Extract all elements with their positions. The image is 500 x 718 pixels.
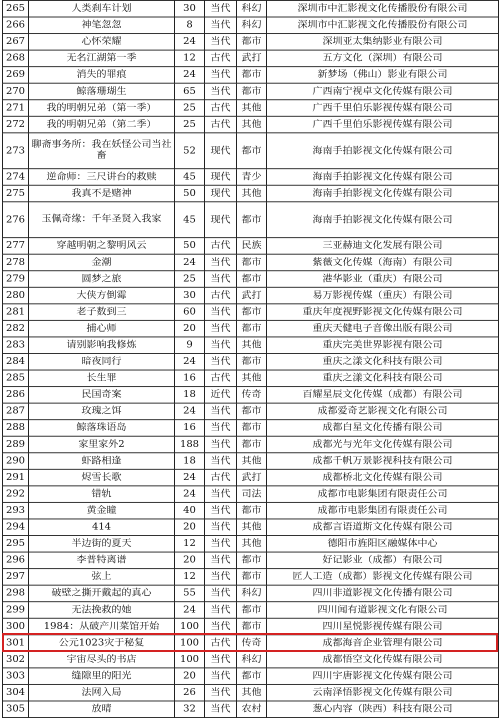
row-number: 290: [3, 453, 29, 470]
drama-title: 请别影响我修炼: [29, 337, 175, 354]
table-row: [3, 453, 499, 470]
drama-title: 逆命师：三尺讲台的救赎: [29, 169, 175, 186]
drama-title: 大侠方倒霉: [29, 287, 175, 304]
table-row: [3, 618, 499, 635]
drama-title: 黄金瞳: [29, 502, 175, 519]
producer-company: 紫薇文化传媒（海南）有限公司: [267, 254, 499, 271]
table-row: [3, 202, 499, 238]
episode-count: 16: [175, 420, 205, 437]
producer-company: 成都千帆万景影视科技有限公司: [267, 453, 499, 470]
episode-count: 9: [175, 337, 205, 354]
drama-title: 李普特离谱: [29, 552, 175, 569]
episode-count: 65: [175, 83, 205, 100]
episode-count: 100: [175, 635, 205, 652]
drama-title: 长生罪: [29, 370, 175, 387]
drama-title: 414: [29, 519, 175, 536]
table-row: [3, 701, 499, 718]
table-row: [3, 50, 499, 67]
table-row: [3, 100, 499, 117]
row-number: 294: [3, 519, 29, 536]
genre-tag: 都市: [237, 552, 267, 569]
drama-title: 破壁之撕开戴起的真心: [29, 585, 175, 602]
table-row: [3, 387, 499, 404]
episode-count: 24: [175, 353, 205, 370]
producer-company: 广西千里伯乐影视传媒有限公司: [267, 100, 499, 117]
genre-tag: 其他: [237, 116, 267, 133]
table-row: [3, 254, 499, 271]
producer-company: 四川非道影视文化传播有限公司: [267, 585, 499, 602]
row-number: 293: [3, 502, 29, 519]
producer-company: 海南手拍影视文化传媒有限公司: [267, 169, 499, 186]
genre-tag: 都市: [237, 569, 267, 586]
producer-company: 海南手拍影视文化传媒有限公司: [267, 133, 499, 169]
table-row: [3, 169, 499, 186]
episode-count: 12: [175, 536, 205, 553]
table-row: [3, 502, 499, 519]
genre-tag: 都市: [237, 618, 267, 635]
drama-title: 烬雪长歌: [29, 469, 175, 486]
genre-tag: 青少: [237, 169, 267, 186]
era-tag: 当代: [205, 618, 237, 635]
producer-company: 新梦场（佛山）影业有限公司: [267, 67, 499, 84]
episode-count: 40: [175, 502, 205, 519]
row-number: 281: [3, 304, 29, 321]
table-row: [3, 34, 499, 51]
table-row: [3, 353, 499, 370]
drama-title: 家里家外2: [29, 436, 175, 453]
episode-count: 8: [175, 17, 205, 34]
era-tag: 现代: [205, 202, 237, 238]
row-number: 267: [3, 34, 29, 51]
row-number: 269: [3, 67, 29, 84]
row-number: 272: [3, 116, 29, 133]
genre-tag: 都市: [237, 403, 267, 420]
table-row: [3, 684, 499, 701]
producer-company: 港华影业（重庆）有限公司: [267, 271, 499, 288]
producer-company: 重庆之漾文化科技有限公司: [267, 370, 499, 387]
drama-title: 暗夜同行: [29, 353, 175, 370]
row-number: 274: [3, 169, 29, 186]
genre-tag: 农村: [237, 701, 267, 718]
episode-count: 12: [175, 569, 205, 586]
row-number: 270: [3, 83, 29, 100]
table-row: [3, 436, 499, 453]
row-number: 303: [3, 668, 29, 685]
genre-tag: 其他: [237, 337, 267, 354]
genre-tag: 都市: [237, 436, 267, 453]
episode-count: 30: [175, 287, 205, 304]
drama-title: 虾路相逢: [29, 453, 175, 470]
era-tag: 当代: [205, 453, 237, 470]
table-row: [3, 287, 499, 304]
row-number: 271: [3, 100, 29, 117]
genre-tag: 科幻: [237, 17, 267, 34]
genre-tag: 都市: [237, 668, 267, 685]
genre-tag: 其他: [237, 684, 267, 701]
producer-company: 深圳市中汇影视文化传播股份有限公司: [267, 17, 499, 34]
episode-count: 20: [175, 552, 205, 569]
episode-count: 100: [175, 618, 205, 635]
row-number: 277: [3, 238, 29, 255]
table-row: [3, 552, 499, 569]
era-tag: 当代: [205, 668, 237, 685]
era-tag: 当代: [205, 254, 237, 271]
producer-company: 成都光与光年文化传媒有限公司: [267, 436, 499, 453]
drama-title: 放晴: [29, 701, 175, 718]
drama-title: 无名江湖第一季: [29, 50, 175, 67]
table-row: [3, 602, 499, 619]
genre-tag: 武打: [237, 50, 267, 67]
row-number: 276: [3, 202, 29, 238]
row-number: 287: [3, 403, 29, 420]
producer-company: 重庆天健电子音像出版有限公司: [267, 320, 499, 337]
era-tag: 当代: [205, 552, 237, 569]
row-number: 283: [3, 337, 29, 354]
row-number: 300: [3, 618, 29, 635]
drama-title: 半边街的夏天: [29, 536, 175, 553]
era-tag: 当代: [205, 519, 237, 536]
era-tag: 现代: [205, 133, 237, 169]
genre-tag: 都市: [237, 304, 267, 321]
era-tag: 古代: [205, 370, 237, 387]
drama-title: 人类刹车计划: [29, 0, 175, 17]
episode-count: 12: [175, 50, 205, 67]
row-number: 295: [3, 536, 29, 553]
row-number: 304: [3, 684, 29, 701]
era-tag: 当代: [205, 353, 237, 370]
era-tag: 近代: [205, 387, 237, 404]
drama-title: 心怀荣耀: [29, 34, 175, 51]
table-row: [3, 486, 499, 503]
producer-company: 重庆完美世界影视有限公司: [267, 337, 499, 354]
drama-title: 鲸落珠语岛: [29, 420, 175, 437]
drama-title: 错轨: [29, 486, 175, 503]
table-row: [3, 304, 499, 321]
era-tag: 当代: [205, 0, 237, 17]
table-row: [3, 67, 499, 84]
drama-title: 缝隙里的阳光: [29, 668, 175, 685]
era-tag: 当代: [205, 486, 237, 503]
era-tag: 当代: [205, 684, 237, 701]
era-tag: 当代: [205, 337, 237, 354]
drama-title: 圆梦之旅: [29, 271, 175, 288]
row-number: 279: [3, 271, 29, 288]
drama-title: 我的明朝兄弟（第二季）: [29, 116, 175, 133]
episode-count: 52: [175, 133, 205, 169]
episode-count: 24: [175, 34, 205, 51]
row-number: 291: [3, 469, 29, 486]
table-row: [3, 635, 499, 652]
table-row: [3, 420, 499, 437]
genre-tag: 传奇: [237, 387, 267, 404]
table-row: [3, 469, 499, 486]
row-number: 292: [3, 486, 29, 503]
era-tag: 当代: [205, 17, 237, 34]
row-number: 296: [3, 552, 29, 569]
table-row: [3, 370, 499, 387]
table-row: [3, 519, 499, 536]
era-tag: 当代: [205, 403, 237, 420]
row-number: 275: [3, 185, 29, 202]
era-tag: 当代: [205, 602, 237, 619]
genre-tag: 其他: [237, 185, 267, 202]
genre-tag: 科幻: [237, 651, 267, 668]
table-row: [3, 116, 499, 133]
document-page: [2, 0, 498, 718]
drama-registration-table: [2, 0, 499, 718]
drama-title: 鲸落珊瑚生: [29, 83, 175, 100]
drama-title: 金潮: [29, 254, 175, 271]
episode-count: 188: [175, 436, 205, 453]
era-tag: 当代: [205, 502, 237, 519]
era-tag: 现代: [205, 185, 237, 202]
row-number: 282: [3, 320, 29, 337]
row-number: 288: [3, 420, 29, 437]
genre-tag: 传奇: [237, 635, 267, 652]
producer-company: 成都言语道斯文化传媒有限公司: [267, 519, 499, 536]
episode-count: 45: [175, 169, 205, 186]
genre-tag: 都市: [237, 34, 267, 51]
drama-title: 我的明朝兄弟（第一季）: [29, 100, 175, 117]
episode-count: 20: [175, 320, 205, 337]
episode-count: 45: [175, 202, 205, 238]
row-number: 286: [3, 387, 29, 404]
producer-company: 四川闻有道影视文化有限公司: [267, 602, 499, 619]
producer-company: 三亚赫迪文化发展有限公司: [267, 238, 499, 255]
table-row: [3, 403, 499, 420]
drama-title: 1984：从破产川菜馆开始: [29, 618, 175, 635]
producer-company: 海南手拍影视文化传媒有限公司: [267, 185, 499, 202]
genre-tag: 都市: [237, 202, 267, 238]
row-number: 273: [3, 133, 29, 169]
producer-company: 成都市电影集团有限责任公司: [267, 486, 499, 503]
era-tag: 当代: [205, 271, 237, 288]
row-number: 266: [3, 17, 29, 34]
era-tag: 古代: [205, 100, 237, 117]
drama-title: 神笔忽忽: [29, 17, 175, 34]
producer-company: 好记影业（成都）有限公司: [267, 552, 499, 569]
genre-tag: 都市: [237, 83, 267, 100]
episode-count: 20: [175, 668, 205, 685]
producer-company: 深圳市中汇影视文化传播股份有限公司: [267, 0, 499, 17]
genre-tag: 其他: [237, 536, 267, 553]
episode-count: 32: [175, 701, 205, 718]
drama-title: 法网入局: [29, 684, 175, 701]
row-number: 265: [3, 0, 29, 17]
genre-tag: 都市: [237, 133, 267, 169]
producer-company: 重庆年度视野影视文化传媒有限公司: [267, 304, 499, 321]
episode-count: 25: [175, 100, 205, 117]
table-row: [3, 83, 499, 100]
era-tag: 当代: [205, 701, 237, 718]
table-row: [3, 569, 499, 586]
row-number: 285: [3, 370, 29, 387]
row-number: 268: [3, 50, 29, 67]
row-number: 301: [3, 635, 29, 652]
table-row: [3, 320, 499, 337]
genre-tag: 都市: [237, 502, 267, 519]
era-tag: 当代: [205, 67, 237, 84]
table-row: [3, 17, 499, 34]
episode-count: 24: [175, 254, 205, 271]
era-tag: 古代: [205, 635, 237, 652]
episode-count: 25: [175, 271, 205, 288]
drama-title: 我真不是赌神: [29, 185, 175, 202]
episode-count: 100: [175, 651, 205, 668]
episode-count: 24: [175, 486, 205, 503]
row-number: 289: [3, 436, 29, 453]
producer-company: 德阳市旌阳区融媒体中心: [267, 536, 499, 553]
producer-company: 百耀星辰文化传媒（成都）有限公司: [267, 387, 499, 404]
episode-count: 24: [175, 602, 205, 619]
genre-tag: 武打: [237, 469, 267, 486]
producer-company: 海南手拍影视文化传媒有限公司: [267, 202, 499, 238]
era-tag: 古代: [205, 469, 237, 486]
table-row: [3, 337, 499, 354]
episode-count: 60: [175, 304, 205, 321]
producer-company: 成都白星文化传播有限公司: [267, 420, 499, 437]
row-number: 305: [3, 701, 29, 718]
genre-tag: 都市: [237, 320, 267, 337]
episode-count: 50: [175, 238, 205, 255]
drama-title: 公元1023灾于秘复: [29, 635, 175, 652]
table-row: [3, 185, 499, 202]
era-tag: 当代: [205, 436, 237, 453]
genre-tag: 其他: [237, 519, 267, 536]
drama-title: 消失的罪痕: [29, 67, 175, 84]
drama-title: 玫瑰之饵: [29, 403, 175, 420]
episode-count: 55: [175, 585, 205, 602]
era-tag: 当代: [205, 536, 237, 553]
producer-company: 成都海音企业管理有限公司: [267, 635, 499, 652]
genre-tag: 科幻: [237, 585, 267, 602]
era-tag: 当代: [205, 83, 237, 100]
era-tag: 当代: [205, 320, 237, 337]
drama-title: 玉佩奇缘：千年圣贤入我家: [29, 202, 175, 238]
row-number: 302: [3, 651, 29, 668]
genre-tag: 都市: [237, 254, 267, 271]
era-tag: 当代: [205, 585, 237, 602]
drama-title: 聊斋事务所：我在妖怪公司当社畜: [29, 133, 175, 169]
genre-tag: 都市: [237, 271, 267, 288]
table-row: [3, 651, 499, 668]
era-tag: 现代: [205, 169, 237, 186]
producer-company: 云南泽悟影视文化传媒有限公司: [267, 684, 499, 701]
genre-tag: 其他: [237, 100, 267, 117]
row-number: 297: [3, 569, 29, 586]
table-row: [3, 536, 499, 553]
episode-count: 20: [175, 519, 205, 536]
episode-count: 18: [175, 387, 205, 404]
episode-count: 16: [175, 370, 205, 387]
table-row: [3, 238, 499, 255]
producer-company: 广西南宁视卓文化传媒有限公司: [267, 83, 499, 100]
drama-title: 弦上: [29, 569, 175, 586]
producer-company: 四川星悦影视传媒有限公司: [267, 618, 499, 635]
table-row: [3, 271, 499, 288]
genre-tag: 武打: [237, 287, 267, 304]
row-number: 299: [3, 602, 29, 619]
producer-company: 成都市电影集团有限责任公司: [267, 502, 499, 519]
genre-tag: 都市: [237, 420, 267, 437]
producer-company: 葱心内容（陕西）科技有限公司: [267, 701, 499, 718]
drama-title: 宇宙尽头的书店: [29, 651, 175, 668]
episode-count: 26: [175, 684, 205, 701]
row-number: 284: [3, 353, 29, 370]
row-number: 278: [3, 254, 29, 271]
table-row: [3, 668, 499, 685]
genre-tag: 其他: [237, 453, 267, 470]
row-number: 298: [3, 585, 29, 602]
producer-company: 匠人工造（成都）影视文化传媒有限公司: [267, 569, 499, 586]
era-tag: 古代: [205, 287, 237, 304]
episode-count: 30: [175, 0, 205, 17]
episode-count: 18: [175, 453, 205, 470]
episode-count: 25: [175, 116, 205, 133]
producer-company: 四川宇唐影视文化传媒有限公司: [267, 668, 499, 685]
genre-tag: 其他: [237, 370, 267, 387]
producer-company: 五方文化（深圳）有限公司: [267, 50, 499, 67]
producer-company: 重庆之漾文化科技有限公司: [267, 353, 499, 370]
drama-title: 老子数到三: [29, 304, 175, 321]
era-tag: 当代: [205, 34, 237, 51]
genre-tag: 司法: [237, 486, 267, 503]
producer-company: 成都悟空文化传媒有限公司: [267, 651, 499, 668]
producer-company: 成都爱奇艺影视文化有限公司: [267, 403, 499, 420]
era-tag: 古代: [205, 50, 237, 67]
producer-company: 易万影视传媒（重庆）有限公司: [267, 287, 499, 304]
era-tag: 古代: [205, 238, 237, 255]
drama-title: 民国奇案: [29, 387, 175, 404]
drama-title: 捕心师: [29, 320, 175, 337]
episode-count: 24: [175, 67, 205, 84]
era-tag: 当代: [205, 304, 237, 321]
producer-company: 成都桥北文化传媒有限公司: [267, 469, 499, 486]
table-row: [3, 133, 499, 169]
table-row: [3, 0, 499, 17]
episode-count: 24: [175, 469, 205, 486]
producer-company: 广西千里伯乐影视传媒有限公司: [267, 116, 499, 133]
table-row: [3, 585, 499, 602]
genre-tag: 都市: [237, 353, 267, 370]
era-tag: 当代: [205, 420, 237, 437]
producer-company: 深圳亚太集纳影业有限公司: [267, 34, 499, 51]
row-number: 280: [3, 287, 29, 304]
episode-count: 50: [175, 185, 205, 202]
era-tag: 古代: [205, 116, 237, 133]
genre-tag: 都市: [237, 602, 267, 619]
genre-tag: 民族: [237, 238, 267, 255]
drama-title: 无法挽救的她: [29, 602, 175, 619]
genre-tag: 科幻: [237, 0, 267, 17]
era-tag: 当代: [205, 569, 237, 586]
era-tag: 当代: [205, 651, 237, 668]
drama-title: 穿越明朝之黎明风云: [29, 238, 175, 255]
episode-count: 24: [175, 403, 205, 420]
genre-tag: 都市: [237, 67, 267, 84]
